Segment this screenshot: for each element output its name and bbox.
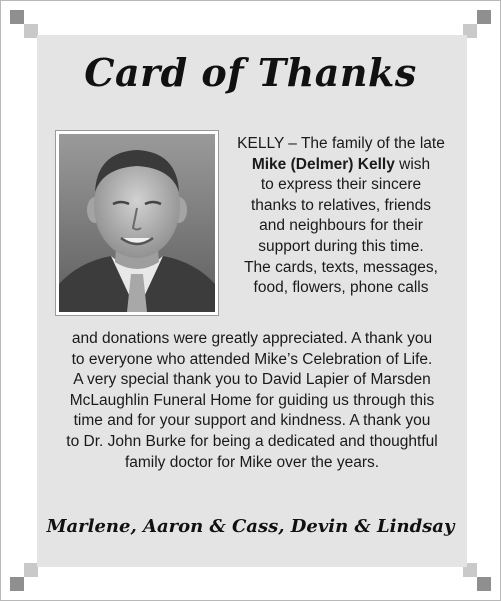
portrait-image (59, 134, 215, 312)
body-line: and neighbours for their (259, 217, 423, 235)
body-line: to express their sincere (260, 176, 422, 194)
portrait-photo (55, 130, 219, 316)
family-signature: Marlene, Aaron & Cass, Devin & Lindsay (46, 516, 455, 537)
body-line: to Dr. John Burke for being a dedicated and thoughtful (66, 432, 438, 450)
body-line: food, flowers, phone calls (253, 279, 429, 297)
corner-ornament-top-left (10, 10, 38, 38)
body-line: family doctor for Mike over the years. (124, 453, 380, 471)
body-line: A very special thank you to David Lapier of Marsden (73, 371, 431, 389)
body-line: and donations were greatly appreciated. A thank you (71, 330, 433, 347)
notice-body-full-width (45, 329, 459, 473)
corner-ornament-top-right (463, 10, 491, 38)
body-line: thanks to relatives, friends (250, 196, 432, 214)
body-line: time and for your support and kindness. A thank you (73, 412, 431, 430)
notice-title: Card of Thanks (84, 50, 417, 95)
body-line: to everyone who attended Mike’s Celebration of Life. (71, 350, 433, 368)
body-line: KELLY – The family of the late (237, 135, 445, 152)
corner-ornament-bottom-right (463, 563, 491, 591)
body-line-fragment: wish (394, 155, 431, 173)
corner-ornament-bottom-left (10, 563, 38, 591)
deceased-name: Mike (Delmer) Kelly (251, 155, 395, 173)
body-line: McLaughlin Funeral Home for guiding us through this (69, 391, 435, 409)
body-line: The cards, texts, messages, (244, 258, 438, 276)
body-line: support during this time. (258, 237, 424, 255)
body-line-name (223, 155, 459, 176)
notice-body-beside-photo (223, 134, 459, 299)
